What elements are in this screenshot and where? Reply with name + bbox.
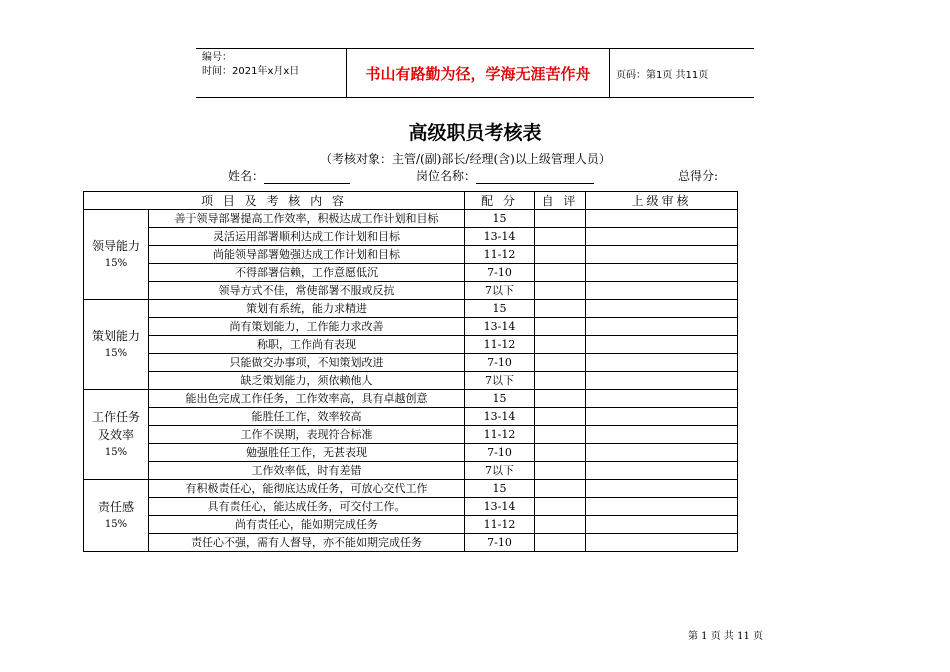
score-range: 7以下: [465, 372, 535, 390]
criterion-text: 尚能领导部署勉强达成工作计划和目标: [149, 246, 465, 264]
table-row: [84, 300, 738, 318]
header-item-content: 项 目 及 考 核 内 容: [84, 192, 465, 210]
score-range: 15: [465, 480, 535, 498]
header-supervisor-review: 上级审核: [586, 192, 738, 210]
supervisor-review-cell[interactable]: [586, 246, 738, 264]
supervisor-review-cell[interactable]: [586, 210, 738, 228]
supervisor-review-cell[interactable]: [586, 336, 738, 354]
supervisor-review-cell[interactable]: [586, 228, 738, 246]
self-eval-cell[interactable]: [535, 282, 586, 300]
table-row: [84, 354, 738, 372]
supervisor-review-cell[interactable]: [586, 318, 738, 336]
category-name: 策划能力: [91, 328, 140, 343]
category-weight: 15%: [104, 518, 128, 530]
page-title: 高级职员考核表: [408, 122, 542, 144]
category-cell: [84, 210, 149, 300]
criterion-text: 善于领导部署提高工作效率，积极达成工作计划和目标: [149, 210, 465, 228]
self-eval-cell[interactable]: [535, 372, 586, 390]
self-eval-cell[interactable]: [535, 210, 586, 228]
table-row: [84, 534, 738, 552]
table-row: [84, 408, 738, 426]
criterion-text: 灵活运用部署顺利达成工作计划和目标: [149, 228, 465, 246]
criterion-text: 不得部署信赖，工作意愿低沉: [149, 264, 465, 282]
score-range: 15: [465, 300, 535, 318]
self-eval-cell[interactable]: [535, 246, 586, 264]
page-footer: 第 1 页 共 11 页: [688, 631, 763, 642]
header-score: 配 分: [465, 192, 535, 210]
criterion-text: 策划有系统，能力求精进: [149, 300, 465, 318]
score-range: 15: [465, 390, 535, 408]
self-eval-cell[interactable]: [535, 516, 586, 534]
time-label: 时间：2021年x月x日: [202, 66, 300, 77]
self-eval-cell[interactable]: [535, 336, 586, 354]
table-row: [84, 318, 738, 336]
supervisor-review-cell[interactable]: [586, 444, 738, 462]
supervisor-review-cell[interactable]: [586, 462, 738, 480]
self-eval-cell[interactable]: [535, 534, 586, 552]
supervisor-review-cell[interactable]: [586, 426, 738, 444]
table-row: [84, 444, 738, 462]
score-range: 7-10: [465, 264, 535, 282]
table-row: [84, 462, 738, 480]
criterion-text: 责任心不强，需有人督导，亦不能如期完成任务: [149, 534, 465, 552]
table-row: [84, 264, 738, 282]
criterion-text: 尚有责任心，能如期完成任务: [149, 516, 465, 534]
score-range: 7-10: [465, 444, 535, 462]
score-range: 7以下: [465, 282, 535, 300]
supervisor-review-cell[interactable]: [586, 534, 738, 552]
position-blank: [476, 171, 594, 184]
total-score-label: 总得分:: [678, 169, 719, 183]
score-range: 13-14: [465, 228, 535, 246]
category-cell: [84, 300, 149, 390]
page-subtitle: （考核对象：主管/(副)部长/经理(含)以上级管理人员）: [320, 152, 611, 166]
table-row: [84, 282, 738, 300]
criterion-text: 工作不误期，表现符合标准: [149, 426, 465, 444]
score-range: 11-12: [465, 516, 535, 534]
table-row: [84, 426, 738, 444]
self-eval-cell[interactable]: [535, 426, 586, 444]
score-range: 13-14: [465, 498, 535, 516]
score-range: 11-12: [465, 336, 535, 354]
position-field: [416, 167, 594, 184]
table-row: [84, 336, 738, 354]
category-name: 工作任务及效率: [91, 409, 140, 442]
table-header-row: [84, 192, 738, 210]
table-row: [84, 372, 738, 390]
table-row: [84, 246, 738, 264]
category-weight: 15%: [104, 347, 128, 359]
category-cell: [84, 390, 149, 480]
supervisor-review-cell[interactable]: [586, 408, 738, 426]
score-range: 7-10: [465, 534, 535, 552]
self-eval-cell[interactable]: [535, 390, 586, 408]
supervisor-review-cell[interactable]: [586, 516, 738, 534]
name-label: 姓名：: [228, 169, 265, 183]
supervisor-review-cell[interactable]: [586, 264, 738, 282]
criterion-text: 具有责任心，能达成任务，可交付工作。: [149, 498, 465, 516]
category-cell: [84, 480, 149, 552]
table-row: [84, 498, 738, 516]
table-row: [84, 228, 738, 246]
self-eval-cell[interactable]: [535, 480, 586, 498]
self-eval-cell[interactable]: [535, 264, 586, 282]
score-range: 11-12: [465, 426, 535, 444]
supervisor-review-cell[interactable]: [586, 282, 738, 300]
header-page-code: 页码：第1页 共11页: [616, 69, 709, 81]
self-eval-cell[interactable]: [535, 498, 586, 516]
document-header: [196, 48, 754, 98]
number-label: 编号：: [202, 52, 232, 63]
category-name: 领导能力: [91, 238, 140, 253]
criterion-text: 有积极责任心，能彻底达成任务，可放心交代工作: [149, 480, 465, 498]
score-range: 13-14: [465, 318, 535, 336]
self-eval-cell[interactable]: [535, 408, 586, 426]
self-eval-cell[interactable]: [535, 300, 586, 318]
score-range: 13-14: [465, 408, 535, 426]
header-meta: [196, 49, 346, 97]
table-row: [84, 516, 738, 534]
supervisor-review-cell[interactable]: [586, 354, 738, 372]
criterion-text: 能出色完成工作任务，工作效率高，具有卓越创意: [149, 390, 465, 408]
score-range: 7以下: [465, 462, 535, 480]
criterion-text: 称职，工作尚有表现: [149, 336, 465, 354]
criterion-text: 勉强胜任工作，无甚表现: [149, 444, 465, 462]
name-field: [228, 167, 350, 184]
table-row: [84, 210, 738, 228]
criterion-text: 工作效率低，时有差错: [149, 462, 465, 480]
criterion-text: 领导方式不佳，常使部署不服或反抗: [149, 282, 465, 300]
evaluation-table: [83, 191, 738, 552]
category-weight: 15%: [104, 446, 128, 458]
criterion-text: 能胜任工作，效率较高: [149, 408, 465, 426]
supervisor-review-cell[interactable]: [586, 390, 738, 408]
position-label: 岗位名称：: [416, 169, 477, 183]
supervisor-review-cell[interactable]: [586, 300, 738, 318]
criterion-text: 缺乏策划能力，须依赖他人: [149, 372, 465, 390]
self-eval-cell[interactable]: [535, 318, 586, 336]
header-self-eval: 自 评: [535, 192, 586, 210]
category-name: 责任感: [97, 499, 134, 514]
criterion-text: 尚有策划能力，工作能力求改善: [149, 318, 465, 336]
table-row: [84, 390, 738, 408]
supervisor-review-cell[interactable]: [586, 372, 738, 390]
table-row: [84, 480, 738, 498]
self-eval-cell[interactable]: [535, 444, 586, 462]
header-motto: 书山有路勤为径，学海无涯苦作舟: [346, 49, 610, 97]
supervisor-review-cell[interactable]: [586, 480, 738, 498]
name-blank: [264, 171, 350, 184]
self-eval-cell[interactable]: [535, 462, 586, 480]
score-range: 11-12: [465, 246, 535, 264]
criterion-text: 只能做交办事项，不知策划改进: [149, 354, 465, 372]
score-range: 7-10: [465, 354, 535, 372]
self-eval-cell[interactable]: [535, 228, 586, 246]
supervisor-review-cell[interactable]: [586, 498, 738, 516]
score-range: 15: [465, 210, 535, 228]
category-weight: 15%: [104, 257, 128, 269]
self-eval-cell[interactable]: [535, 354, 586, 372]
